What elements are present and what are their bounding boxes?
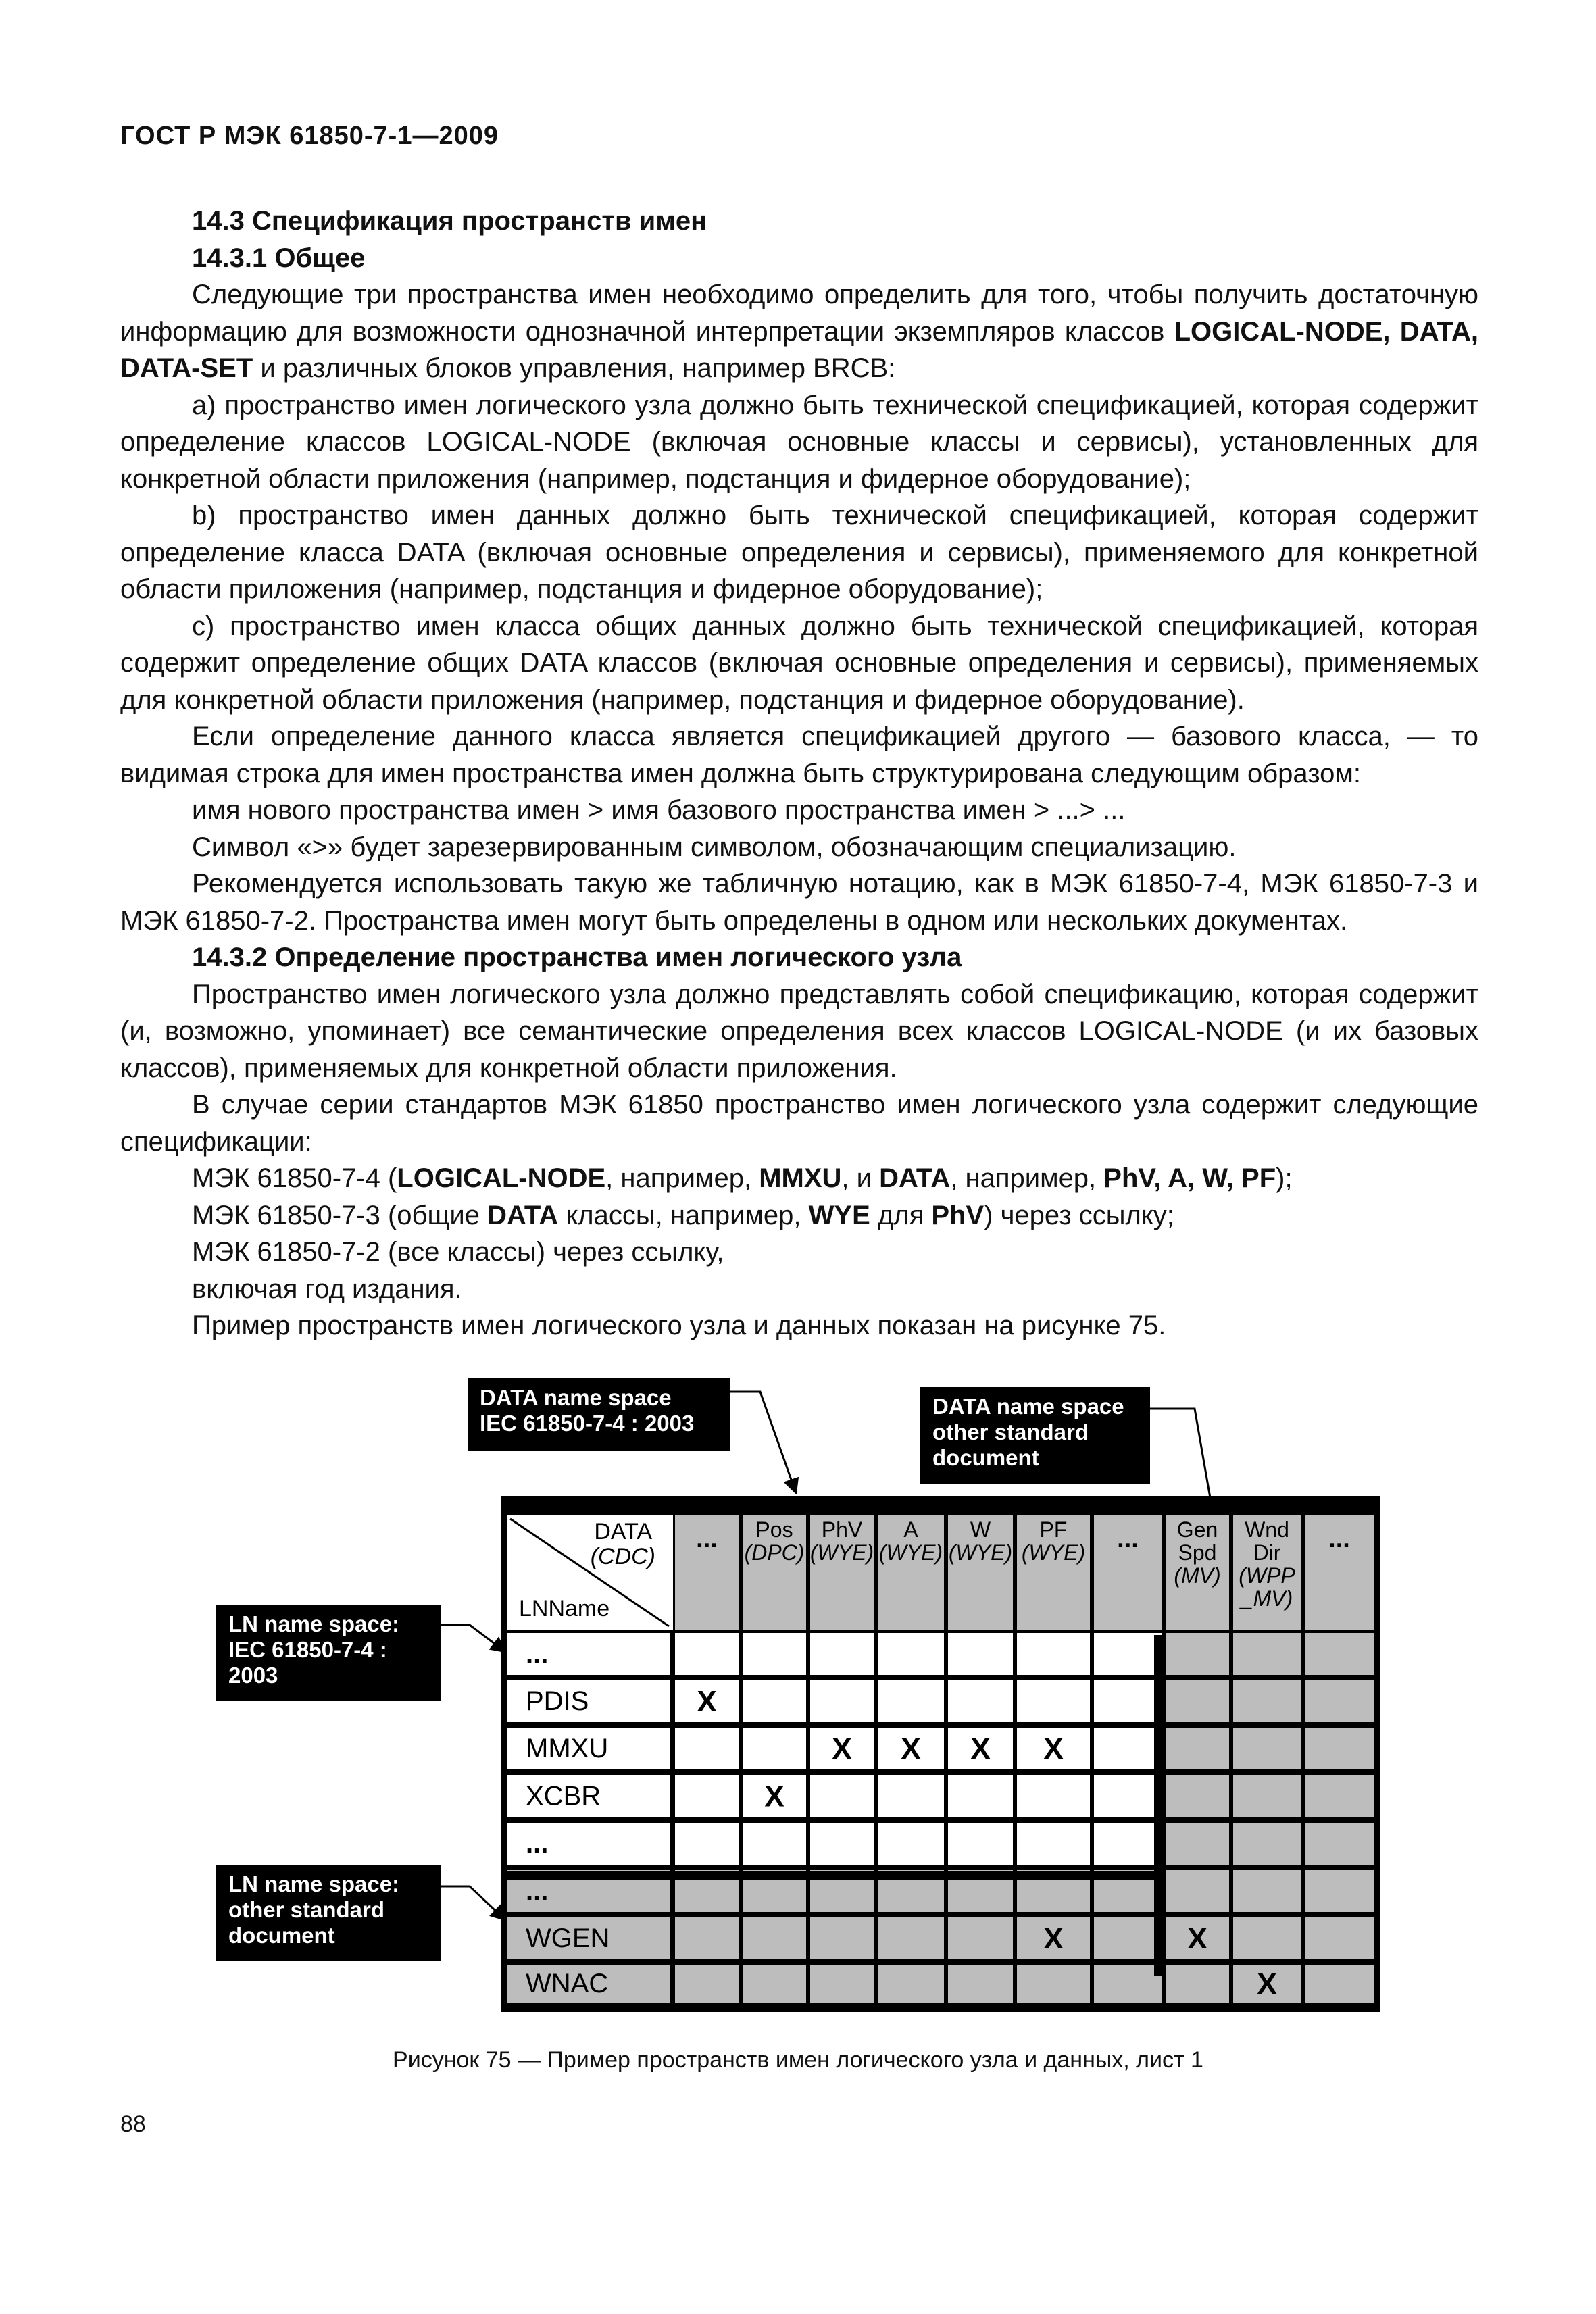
document-header: ГОСТ Р МЭК 61850-7-1—2009 [120,122,499,150]
table-cell [948,1680,1013,1722]
corner-lnname-label: LNName [519,1596,610,1621]
table-cell [1305,1728,1374,1769]
column-header-ellipsis: ... [1328,1525,1350,1553]
paragraph: имя нового пространства имен > имя базового пространства имен > ...> ... [192,795,1126,825]
column-header-label: Wnd [1245,1517,1289,1542]
column-header-label: (WYE) [948,1540,1013,1565]
table-cell [1305,1680,1374,1722]
row-label: WNAC [526,1969,609,1998]
arrow-data-iec [730,1392,796,1493]
table-cell [1094,1917,1162,1959]
paragraph: Символ «>» будет зарезервированным символом, обозначающим специализацию. [192,832,1237,862]
row-label: PDIS [526,1686,589,1716]
label-ln-namespace-iec-text: 2003 [228,1663,278,1688]
column-header-ellipsis: ... [696,1525,718,1553]
paragraph: Следующие три пространства имен необходимо определить для того, чтобы получить достаточную информацию для возможности однозначной интерпретации экземпляров классов LOGICAL-NODE, DATA, DATA-SET и различных блоков управления, например BRCB: [120,280,1478,383]
table-cell [1166,1823,1229,1865]
table-cell [1166,1680,1229,1722]
table-cell [1166,1870,1229,1912]
section-title: 14.3 Спецификация пространств имен [192,206,707,236]
column-header-label: _MV) [1241,1586,1293,1611]
table-cell [948,1965,1013,2003]
label-data-namespace-other-text: document [932,1445,1039,1470]
table-cell [810,1633,874,1675]
table-cell [1233,1823,1301,1865]
table-cell [743,1965,806,2003]
table-cell [1233,1633,1301,1675]
table-cell [810,1917,874,1959]
column-header-label: Dir [1253,1540,1281,1565]
table-cell [1017,1823,1090,1865]
table-cell [948,1917,1013,1959]
table-cell [1166,1965,1229,2003]
label-data-namespace-other-text: DATA name space [932,1394,1124,1419]
list-item-b: b) пространство имен данных должно быть технической спецификацией, которая содержит определение класса DATA (включая основные определения и сервисы), применяемого для конкретной области приложения (например, подстанция и фидерное оборудование); [120,501,1478,604]
row-label: MMXU [526,1734,609,1763]
table-cell [1094,1680,1162,1722]
column-header-ellipsis: ... [1117,1525,1139,1553]
column-header-label: PF [1039,1517,1068,1542]
table-cell [810,1965,874,2003]
table-cell [1017,1965,1090,2003]
table-cell [1094,1633,1162,1675]
cell-mark-x: X [697,1685,717,1718]
column-header-label: (WYE) [1021,1540,1086,1565]
arrow-ln-other [441,1886,505,1920]
table-cell [810,1775,874,1817]
table-cell [1305,1823,1374,1865]
spec-list-item: включая год издания. [192,1274,462,1304]
table-cell [1305,1633,1374,1675]
table-cell [1305,1870,1374,1912]
table-cell [948,1775,1013,1817]
row-label: ... [526,1639,549,1669]
column-header-label: (WYE) [809,1540,874,1565]
table-cell [675,1633,739,1675]
table-cell [1166,1775,1229,1817]
subsection-title-general: 14.3.1 Общее [192,243,366,273]
table-cell [810,1823,874,1865]
table-cell [675,1775,739,1817]
figure-caption: Рисунок 75 — Пример пространств имен логического узла и данных, лист 1 [393,2047,1203,2073]
subsection-title-ln: 14.3.2 Определение пространства имен логического узла [192,942,962,972]
row-label: ... [526,1876,549,1906]
table-cell [743,1917,806,1959]
table-cell [1166,1728,1229,1769]
cell-mark-x: X [901,1732,921,1765]
corner-cdc-label: (CDC) [590,1544,655,1569]
column-header-label: A [903,1517,918,1542]
table-cell [675,1917,739,1959]
table-cell [743,1633,806,1675]
table-cell [1305,1775,1374,1817]
table-cell [878,1917,944,1959]
label-ln-namespace-other-text: document [228,1923,335,1948]
paragraph: В случае серии стандартов МЭК 61850 пространство имен логического узла содержит следующие спецификации: [120,1090,1478,1157]
spec-list-item: МЭК 61850-7-3 (общие DATA классы, например, WYE для PhV) через ссылку; [192,1200,1174,1230]
label-ln-namespace-other-text: other standard [228,1897,385,1922]
list-item-a: a) пространство имен логического узла должно быть технической спецификацией, которая содержит определение классов LOGICAL-NODE (включая основные классы и сервисы), установленных для конкретной области приложения (например, подстанция и фидерное оборудование); [120,390,1478,494]
table-cell [878,1680,944,1722]
column-header-label: Gen [1176,1517,1218,1542]
table-cell [1233,1728,1301,1769]
label-ln-namespace-iec-text: LN name space: [228,1611,400,1636]
column-header-label: Spd [1178,1540,1217,1565]
page-number: 88 [120,2111,146,2137]
table-cell [948,1633,1013,1675]
table-cell [675,1823,739,1865]
table-cell [1094,1728,1162,1769]
paragraph: Если определение данного класса является спецификацией другого — базового класса, — то видимая строка для имен пространства имен должна быть структурирована следующим образом: [120,722,1478,788]
row-label: ... [526,1829,549,1859]
arrow-ln-iec [441,1625,505,1652]
column-header-label: (DPC) [744,1540,805,1565]
paragraph: Рекомендуется использовать такую же табличную нотацию, как в МЭК 61850-7-4, МЭК 61850-7-3 и МЭК 61850-7-2. Пространства имен могут быть определены в одном или нескольких документах. [120,869,1478,936]
table-cell [1094,1823,1162,1865]
table-cell [1094,1965,1162,2003]
table-cell [1017,1633,1090,1675]
table-cell [1017,1775,1090,1817]
table-cell [675,1728,739,1769]
paragraph: Пример пространств имен логического узла и данных показан на рисунке 75. [192,1311,1166,1340]
table-cell [1305,1965,1374,2003]
block-separator-horizontal [507,1871,1166,1880]
column-header-label: PhV [821,1517,863,1542]
table-cell [1233,1680,1301,1722]
label-ln-namespace-other-text: LN name space: [228,1871,400,1896]
cell-mark-x: X [1043,1922,1064,1955]
block-separator-vertical [1154,1635,1166,1976]
label-data-namespace-other-text: other standard [932,1419,1089,1444]
table-cell [948,1823,1013,1865]
label-data-namespace-iec-text: DATA name space [480,1385,672,1410]
spec-list-item: МЭК 61850-7-2 (все классы) через ссылку, [192,1237,724,1267]
cell-mark-x: X [1043,1732,1064,1765]
table-cell [743,1680,806,1722]
cell-mark-x: X [970,1732,991,1765]
row-label: XCBR [526,1781,601,1811]
table-cell [675,1965,739,2003]
row-label: WGEN [526,1923,610,1953]
table-cell [878,1633,944,1675]
table-cell [1233,1775,1301,1817]
corner-data-label: DATA [594,1519,652,1544]
table-cell [743,1728,806,1769]
table-cell [878,1823,944,1865]
list-item-c: c) пространство имен класса общих данных должно быть технической спецификацией, которая содержит определение общих DATA классов (включая основные определения и сервисы), применяемых для конкретной области приложения (например, подстанция и фидерное оборудование). [120,611,1478,715]
table-cell [1233,1917,1301,1959]
column-header-label: (WPP [1239,1563,1295,1588]
label-data-namespace-iec-text: IEC 61850-7-4 : 2003 [480,1411,695,1436]
cell-mark-x: X [832,1732,852,1765]
spec-list-item: МЭК 61850-7-4 (LOGICAL-NODE, например, MMXU, и DATA, например, PhV, A, W, PF); [192,1163,1293,1193]
column-header-label: W [970,1517,991,1542]
table-cell [743,1823,806,1865]
table-cell [1017,1680,1090,1722]
label-ln-namespace-iec-text: IEC 61850-7-4 : [228,1637,387,1662]
table-cell [1094,1775,1162,1817]
table-cell [1166,1633,1229,1675]
table-cell [878,1775,944,1817]
cell-mark-x: X [1187,1922,1207,1955]
column-header-label: Pos [755,1517,793,1542]
table-cell [1305,1917,1374,1959]
table-cell [1233,1870,1301,1912]
table-cell [878,1965,944,2003]
column-header-label: (MV) [1174,1563,1221,1588]
cell-mark-x: X [1257,1967,1277,2001]
column-header-label: (WYE) [878,1540,943,1565]
cell-mark-x: X [764,1780,784,1813]
table-cell [810,1680,874,1722]
paragraph: Пространство имен логического узла должно представлять собой спецификацию, которая содержит (и, возможно, упоминает) все семантические определения всех классов LOGICAL-NODE (и их базовых классов), применяемых для конкретной области приложения. [120,979,1478,1083]
